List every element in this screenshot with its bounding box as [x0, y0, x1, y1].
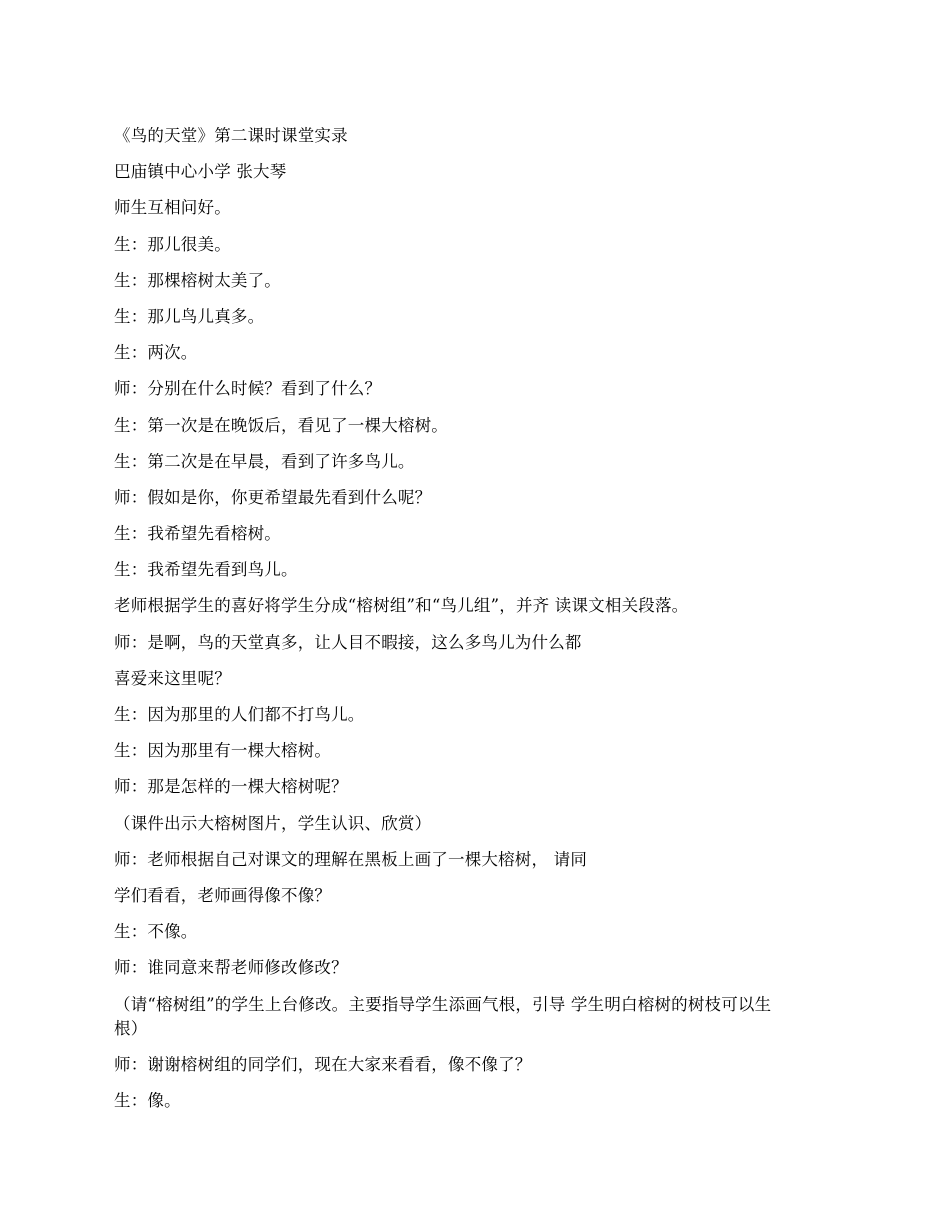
stage-direction-paragraph [114, 993, 844, 1041]
dialogue-line: 生：因为那里的人们都不打鸟儿。 [114, 705, 365, 724]
document-author: 巴庙镇中心小学 张大琴 [114, 162, 287, 182]
dialogue-line: 生：像。 [114, 1090, 181, 1110]
stage-direction-row-2: 根） [114, 1018, 148, 1038]
dialogue-line: 生：因为那里有一棵大榕树。 [114, 741, 332, 761]
dialogue-line: 师：分别在什么时候？看到了什么？ [114, 379, 382, 399]
dialogue-line-continuation: 喜爱来这里呢？ [114, 668, 231, 688]
dialogue-line: 师：假如是你，你更希望最先看到什么呢？ [114, 487, 432, 507]
document-body [114, 124, 844, 1125]
dialogue-line: 生：第一次是在晚饭后，看见了一棵大榕树。 [114, 415, 448, 435]
dialogue-line: 师：谢谢榕树组的同学们，现在大家来看看，像不像了？ [114, 1054, 532, 1074]
dialogue-line: 生：那儿鸟儿真多。 [114, 306, 265, 326]
dialogue-line: 生：那儿很美。 [114, 234, 231, 254]
dialogue-line: 师生互相问好。 [114, 198, 231, 218]
stage-direction-line: （课件出示大榕树图片，学生认识、欣赏） [114, 813, 432, 833]
dialogue-line-continuation: 学们看看，老师画得像不像？ [114, 885, 332, 905]
stage-direction-row-1: （请“榕树组”的学生上台修改。主要指导学生添画气根，引导 学生明白榕树的树枝可以生 [114, 994, 772, 1014]
dialogue-line: 师：谁同意来帮老师修改修改？ [114, 958, 348, 978]
dialogue-line: 生：两次。 [114, 343, 198, 363]
dialogue-line: 生：我希望先看到鸟儿。 [114, 560, 298, 580]
dialogue-line: 生：我希望先看榕树。 [114, 524, 281, 544]
narration-line: 老师根据学生的喜好将学生分成“榕树组”和“鸟儿组”，并齐 读课文相关段落。 [114, 596, 689, 616]
dialogue-line: 师：老师根据自己对课文的理解在黑板上画了一棵大榕树， 请同 [114, 849, 588, 869]
dialogue-line: 生：不像。 [114, 922, 198, 942]
dialogue-line: 师：那是怎样的一棵大榕树呢？ [114, 777, 348, 797]
dialogue-line: 生：那棵榕树太美了。 [114, 270, 281, 290]
document-title: 《鸟的天堂》第二课时课堂实录 [114, 126, 348, 145]
dialogue-line: 生：第二次是在早晨，看到了许多鸟儿。 [114, 451, 415, 471]
dialogue-line: 师：是啊，鸟的天堂真多，让人目不暇接，这么多鸟儿为什么都 [114, 632, 582, 652]
